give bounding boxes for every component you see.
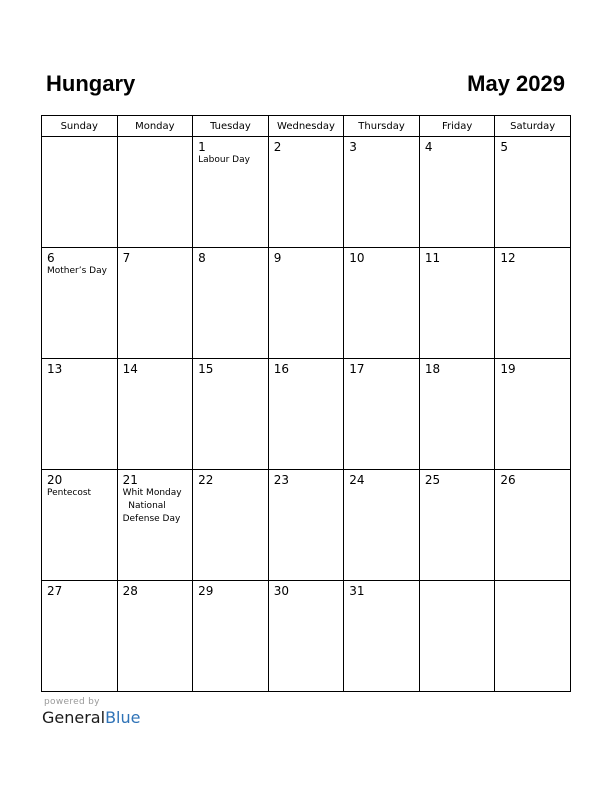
day-cell (268, 137, 344, 248)
day-number: 18 (424, 362, 441, 376)
day-cell (117, 137, 193, 248)
day-number: 28 (122, 584, 138, 598)
logo-blue-text: Blue (105, 708, 141, 727)
day-number: 3 (349, 140, 357, 154)
day-number: 20 (47, 473, 63, 487)
day-number: 5 (500, 140, 509, 154)
day-cell (344, 470, 420, 581)
day-number: 24 (349, 473, 365, 487)
day-number: 8 (198, 251, 206, 265)
day-cell (193, 470, 269, 581)
holiday-label: Mother’s Day (47, 266, 107, 276)
day-number: 30 (273, 584, 289, 598)
day-cell (419, 248, 495, 359)
day-number: 27 (47, 584, 63, 598)
day-cell (495, 248, 571, 359)
week-row-3 (42, 359, 571, 470)
day-cell (268, 248, 344, 359)
day-cell (419, 359, 495, 470)
day-cell (117, 359, 193, 470)
day-number: 7 (122, 251, 131, 265)
day-number: 22 (198, 473, 214, 487)
day-cell (268, 470, 344, 581)
day-cell (193, 581, 269, 692)
day-cell (42, 248, 118, 359)
footer-branding (42, 697, 140, 728)
day-cell (495, 581, 571, 692)
week-row-2 (42, 248, 571, 359)
day-number: 6 (47, 251, 55, 265)
day-number: 29 (198, 584, 214, 598)
day-number: 4 (424, 140, 433, 154)
month-title: May 2029 (467, 71, 565, 96)
day-number: 12 (500, 251, 516, 265)
weekday-saturday: Saturday (495, 116, 571, 137)
day-number: 19 (500, 362, 516, 376)
day-cell (117, 248, 193, 359)
weekday-monday: Monday (117, 116, 193, 137)
day-cell (344, 359, 420, 470)
day-cell (495, 137, 571, 248)
day-cell (344, 248, 420, 359)
day-number: 1 (198, 140, 206, 154)
week-row-5 (42, 581, 571, 692)
day-number: 25 (424, 473, 441, 487)
holiday-label: Pentecost (47, 488, 92, 498)
generalblue-logo[interactable] (42, 708, 140, 728)
day-number: 11 (424, 251, 441, 265)
day-number: 31 (349, 584, 365, 598)
week-row-4 (42, 470, 571, 581)
day-cell (268, 581, 344, 692)
day-number: 23 (273, 473, 289, 487)
day-cell (419, 137, 495, 248)
day-cell (117, 581, 193, 692)
day-number: 26 (500, 473, 516, 487)
weekday-tuesday: Tuesday (193, 116, 269, 137)
day-cell (42, 470, 118, 581)
day-cell (42, 137, 118, 248)
day-number: 17 (349, 362, 365, 376)
day-number: 10 (349, 251, 365, 265)
day-number: 15 (198, 362, 214, 376)
day-cell (419, 470, 495, 581)
day-cell (495, 470, 571, 581)
day-cell (344, 581, 420, 692)
holiday-label: Whit Monday National Defense Day (122, 488, 182, 524)
day-cell (42, 359, 118, 470)
day-cell (344, 137, 420, 248)
powered-by-label: powered by (44, 697, 100, 707)
weekday-thursday: Thursday (344, 116, 420, 137)
weekday-sunday: Sunday (42, 116, 118, 137)
day-cell (495, 359, 571, 470)
weekday-friday: Friday (419, 116, 495, 137)
day-cell (193, 359, 269, 470)
weekday-header-row (42, 116, 571, 137)
day-number: 21 (122, 473, 138, 487)
day-cell (193, 248, 269, 359)
calendar-grid (41, 115, 571, 692)
day-cell (42, 581, 118, 692)
day-number: 9 (273, 251, 282, 265)
day-number: 2 (273, 140, 282, 154)
country-title: Hungary (46, 71, 136, 96)
logo-general-text: General (42, 708, 106, 727)
day-number: 16 (273, 362, 289, 376)
weekday-wednesday: Wednesday (268, 116, 344, 137)
day-number: 14 (122, 362, 138, 376)
holiday-label: Labour Day (198, 155, 250, 165)
day-cell (419, 581, 495, 692)
day-cell (117, 470, 193, 581)
day-cell (193, 137, 269, 248)
week-row-1 (42, 137, 571, 248)
day-number: 13 (47, 362, 63, 376)
day-cell (268, 359, 344, 470)
